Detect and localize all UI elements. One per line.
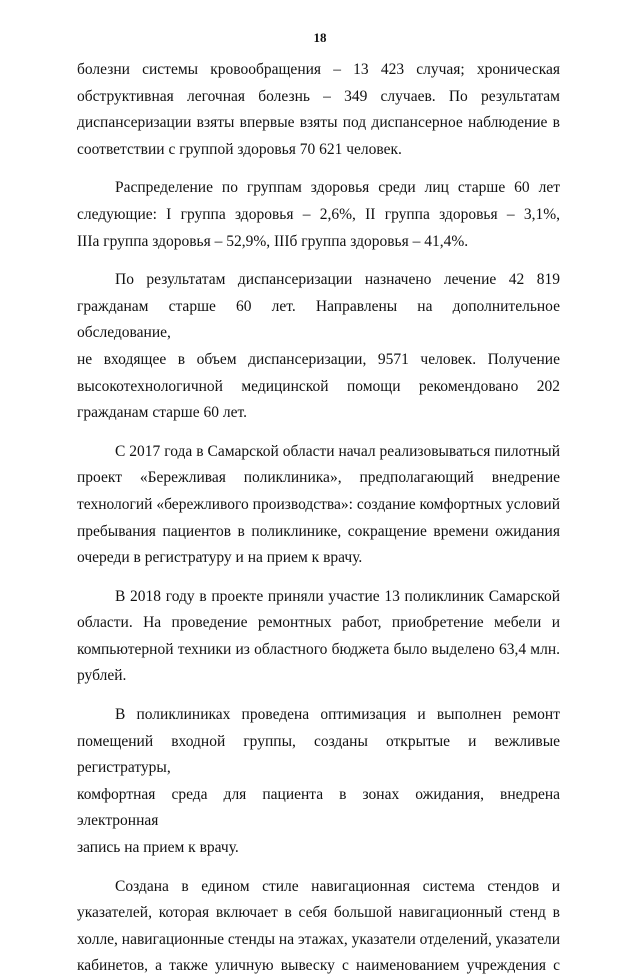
text-line: соответствии с группой здоровья 70 621 человек. xyxy=(77,140,402,158)
text-line: IIIа группа здоровья – 52,9%, IIIб группа здоровья – 41,4%. xyxy=(77,232,469,250)
text-line: болезни системы кровообращения – 13 423 случая; хроническая xyxy=(77,61,560,78)
paragraph-6 xyxy=(77,702,560,862)
text-line: технологий «бережливого производства»: создание комфортных условий xyxy=(77,495,560,513)
text-line: гражданам старше 60 лет. xyxy=(77,404,247,422)
text-line: кабинетов, а также уличную вывеску с наименованием учреждения с xyxy=(77,957,560,975)
text-line: указателей, которая включает в себя большой навигационный стенд в xyxy=(77,904,560,922)
text-line: диспансеризации взяты впервые взяты под диспансерное наблюдение в xyxy=(77,114,560,132)
text-line: обструктивная легочная болезнь – 349 случаев. По результатам xyxy=(77,87,560,105)
text-line: С 2017 года в Самарской области начал реализовываться пилотный xyxy=(115,442,560,460)
text-line: следующие: I группа здоровья – 2,6%, II группа здоровья – 3,1%, xyxy=(77,205,560,223)
text-line: очереди в регистратуру и на прием к врачу. xyxy=(77,549,363,567)
paragraph-4 xyxy=(77,439,560,572)
text-line: рублей. xyxy=(77,667,127,685)
text-line: холле, навигационные стенды на этажах, указатели отделений, указатели xyxy=(77,930,560,948)
text-line: В 2018 году в проекте приняли участие 13 поликлиник Самарской xyxy=(115,587,560,605)
text-line: В поликлиниках проведена оптимизация и выполнен ремонт xyxy=(115,706,560,724)
text-line: компьютерной техники из областного бюджета было выделено 63,4 млн. xyxy=(77,640,560,658)
text-line: помещений входной группы, созданы открытые и вежливые регистратуры, xyxy=(77,732,560,777)
text-line: не входящее в объем диспансеризации, 9571 человек. Получение xyxy=(77,350,560,368)
text-line: проект «Бережливая поликлиника», предполагающий внедрение xyxy=(77,469,560,487)
page-number: 18 xyxy=(313,30,327,45)
text-line: По результатам диспансеризации назначено лечение 42 819 xyxy=(115,271,560,289)
body-text xyxy=(77,57,560,980)
text-line: Создана в едином стиле навигационная система стендов и xyxy=(115,877,560,895)
paragraph-1 xyxy=(77,57,560,163)
text-line: запись на прием к врачу. xyxy=(77,839,239,857)
text-line: Распределение по группам здоровья среди лиц старше 60 лет xyxy=(115,179,560,197)
text-line: области. На проведение ремонтных работ, приобретение мебели и xyxy=(77,614,560,632)
paragraph-5 xyxy=(77,584,560,690)
paragraph-3 xyxy=(77,267,560,427)
text-line: гражданам старше 60 лет. Направлены на дополнительное обследование, xyxy=(77,297,560,342)
paragraph-2 xyxy=(77,175,560,255)
text-line: комфортная среда для пациента в зонах ожидания, внедрена электронная xyxy=(77,785,560,830)
text-line: пребывания пациентов в поликлинике, сокращение времени ожидания xyxy=(77,522,560,540)
text-line: высокотехнологичной медицинской помощи рекомендовано 202 xyxy=(77,377,560,395)
paragraph-7 xyxy=(77,874,560,980)
